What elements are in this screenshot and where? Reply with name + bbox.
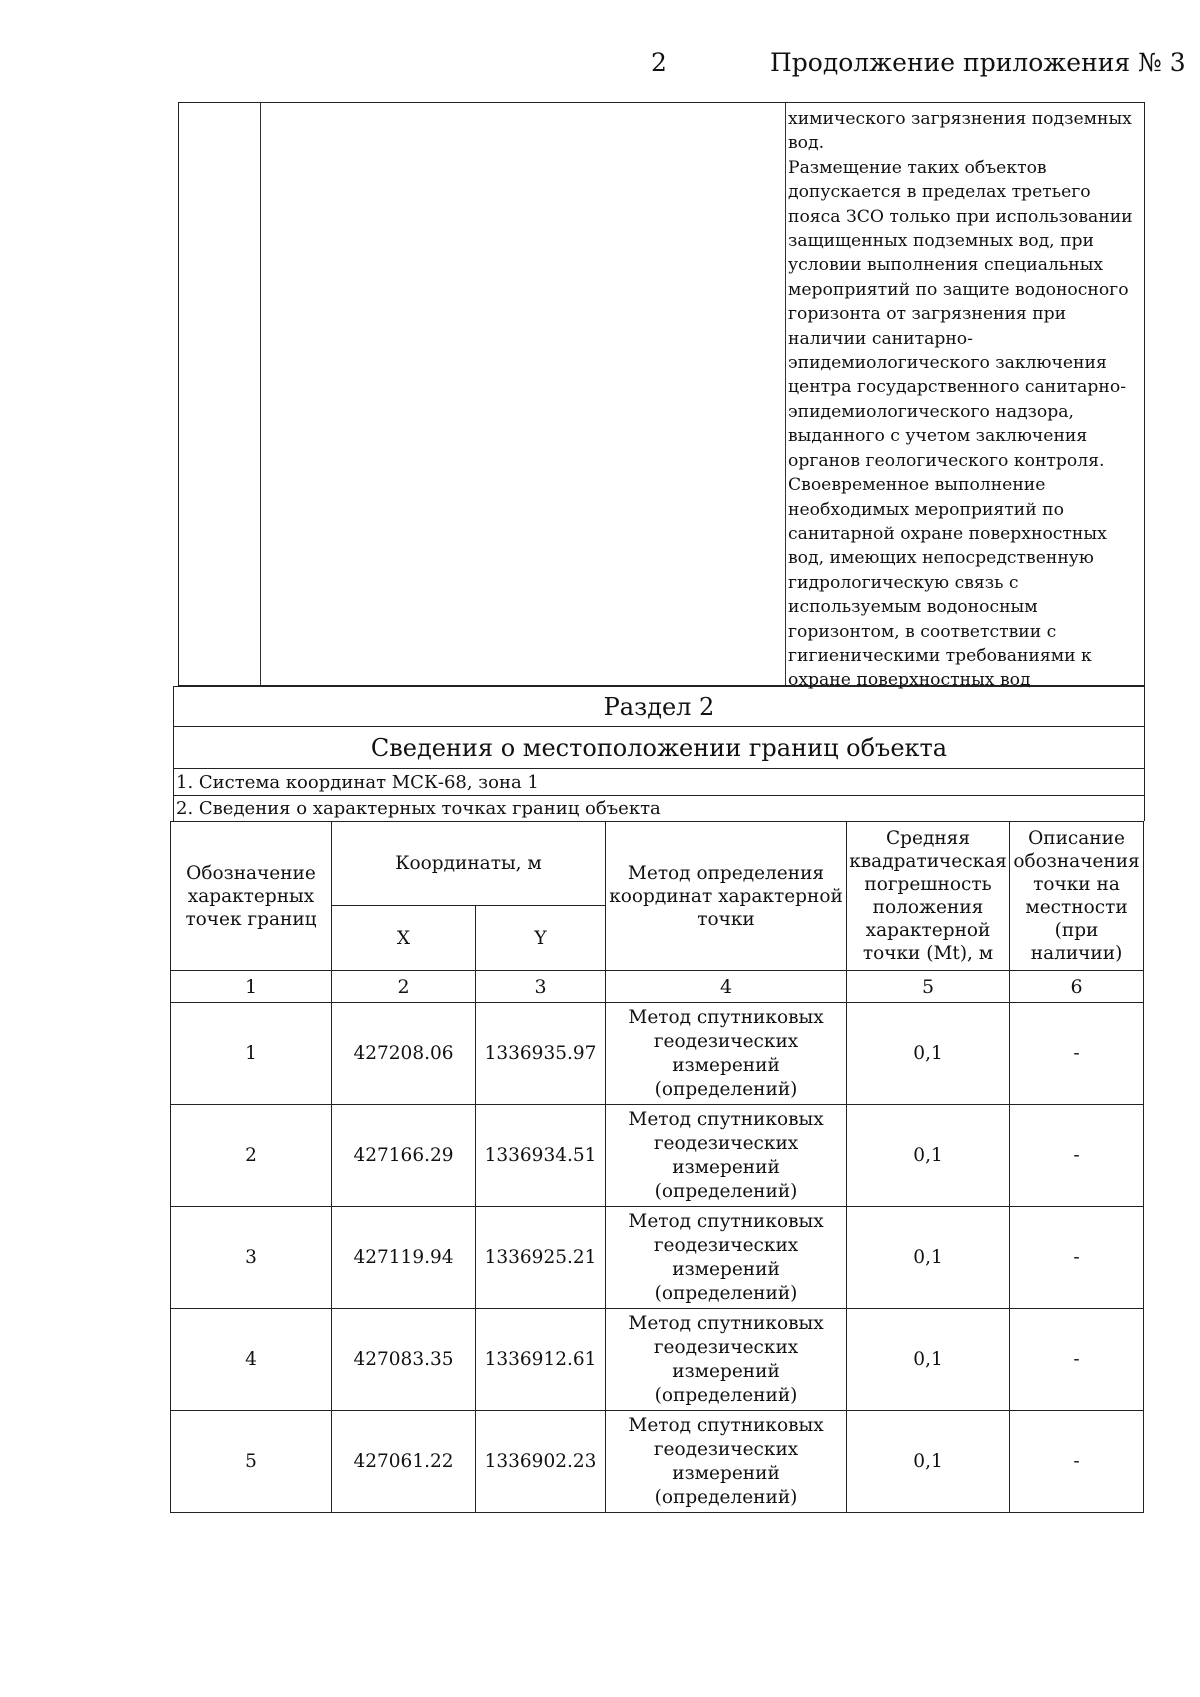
appendix-title: Продолжение приложения № 3 <box>770 48 1186 77</box>
table-header-row <box>171 822 1144 906</box>
error-cell: 0,1 <box>847 1207 1010 1309</box>
section-title: Раздел 2 <box>173 686 1145 726</box>
points-heading: 2. Сведения о характерных точках границ объекта <box>173 795 1145 821</box>
coord-x: 427061.22 <box>332 1411 476 1513</box>
method-cell: Метод спутниковых геодезических измерений (определений) <box>606 1411 847 1513</box>
description-cell: - <box>1010 1411 1144 1513</box>
coord-x: 427208.06 <box>332 1003 476 1105</box>
column-number: 5 <box>847 971 1010 1003</box>
coord-y: 1336934.51 <box>476 1105 606 1207</box>
header-method: Метод определения координат характерной точки <box>606 822 847 971</box>
coord-y: 1336902.23 <box>476 1411 606 1513</box>
point-id: 4 <box>171 1309 332 1411</box>
coord-x: 427083.35 <box>332 1309 476 1411</box>
coord-y: 1336925.21 <box>476 1207 606 1309</box>
method-cell: Метод спутниковых геодезических измерений (определений) <box>606 1207 847 1309</box>
column-number: 4 <box>606 971 847 1003</box>
column-number: 3 <box>476 971 606 1003</box>
continuation-table <box>178 102 1145 691</box>
coordinate-system: 1. Система координат МСК-68, зона 1 <box>173 768 1145 795</box>
error-cell: 0,1 <box>847 1411 1010 1513</box>
table-row <box>171 1207 1144 1309</box>
error-cell: 0,1 <box>847 1003 1010 1105</box>
error-cell: 0,1 <box>847 1105 1010 1207</box>
header-coordinates: Координаты, м <box>332 822 606 906</box>
coord-x: 427166.29 <box>332 1105 476 1207</box>
table-row <box>171 1309 1144 1411</box>
column-number-row <box>171 971 1144 1003</box>
page-number: 2 <box>651 48 667 77</box>
point-id: 3 <box>171 1207 332 1309</box>
header-description: Описание обозначения точки на местности (при наличии) <box>1010 822 1144 971</box>
table-row <box>171 1105 1144 1207</box>
method-cell: Метод спутниковых геодезических измерений (определений) <box>606 1003 847 1105</box>
column-number: 6 <box>1010 971 1144 1003</box>
column-number: 2 <box>332 971 476 1003</box>
header-error: Средняя квадратическая погрешность положения характерной точки (Mt), м <box>847 822 1010 971</box>
table-row <box>171 1003 1144 1105</box>
continuation-text <box>788 107 1144 693</box>
coord-y: 1336912.61 <box>476 1309 606 1411</box>
header-designation: Обозначение характерных точек границ <box>171 822 332 971</box>
section-subtitle: Сведения о местоположении границ объекта <box>173 726 1145 768</box>
point-id: 2 <box>171 1105 332 1207</box>
paragraph: Размещение таких объектов допускается в пределах третьего пояса ЗСО только при использовании защищенных подземных вод, при условии выполнения специальных мероприятий по защите водоносного горизонта от загрязнения при наличии санитарно-эпидемиологического заключения центра государственного санитарно-эпидемиологического надзора, выданного с учетом заключения органов геологического контроля. <box>788 157 1133 471</box>
point-id: 1 <box>171 1003 332 1105</box>
point-id: 5 <box>171 1411 332 1513</box>
description-cell: - <box>1010 1207 1144 1309</box>
coord-x: 427119.94 <box>332 1207 476 1309</box>
method-cell: Метод спутниковых геодезических измерений (определений) <box>606 1105 847 1207</box>
paragraph: Своевременное выполнение необходимых мероприятий по санитарной охране поверхностных вод, имеющих непосредственную гидрологическую связь с используемым водоносным горизонтом, в соответствии с гигиеническими требованиями к охране поверхностных вод <box>788 475 1107 691</box>
column-number: 1 <box>171 971 332 1003</box>
table-row <box>171 1411 1144 1513</box>
description-cell: - <box>1010 1309 1144 1411</box>
header-x: X <box>332 906 476 971</box>
description-cell: - <box>1010 1003 1144 1105</box>
description-cell: - <box>1010 1105 1144 1207</box>
coord-y: 1336935.97 <box>476 1003 606 1105</box>
error-cell: 0,1 <box>847 1309 1010 1411</box>
method-cell: Метод спутниковых геодезических измерений (определений) <box>606 1309 847 1411</box>
column-divider <box>785 103 786 685</box>
boundary-points-table <box>170 821 1144 1513</box>
header-y: Y <box>476 906 606 971</box>
paragraph: химического загрязнения подземных вод. <box>788 109 1132 154</box>
column-divider <box>260 103 261 685</box>
